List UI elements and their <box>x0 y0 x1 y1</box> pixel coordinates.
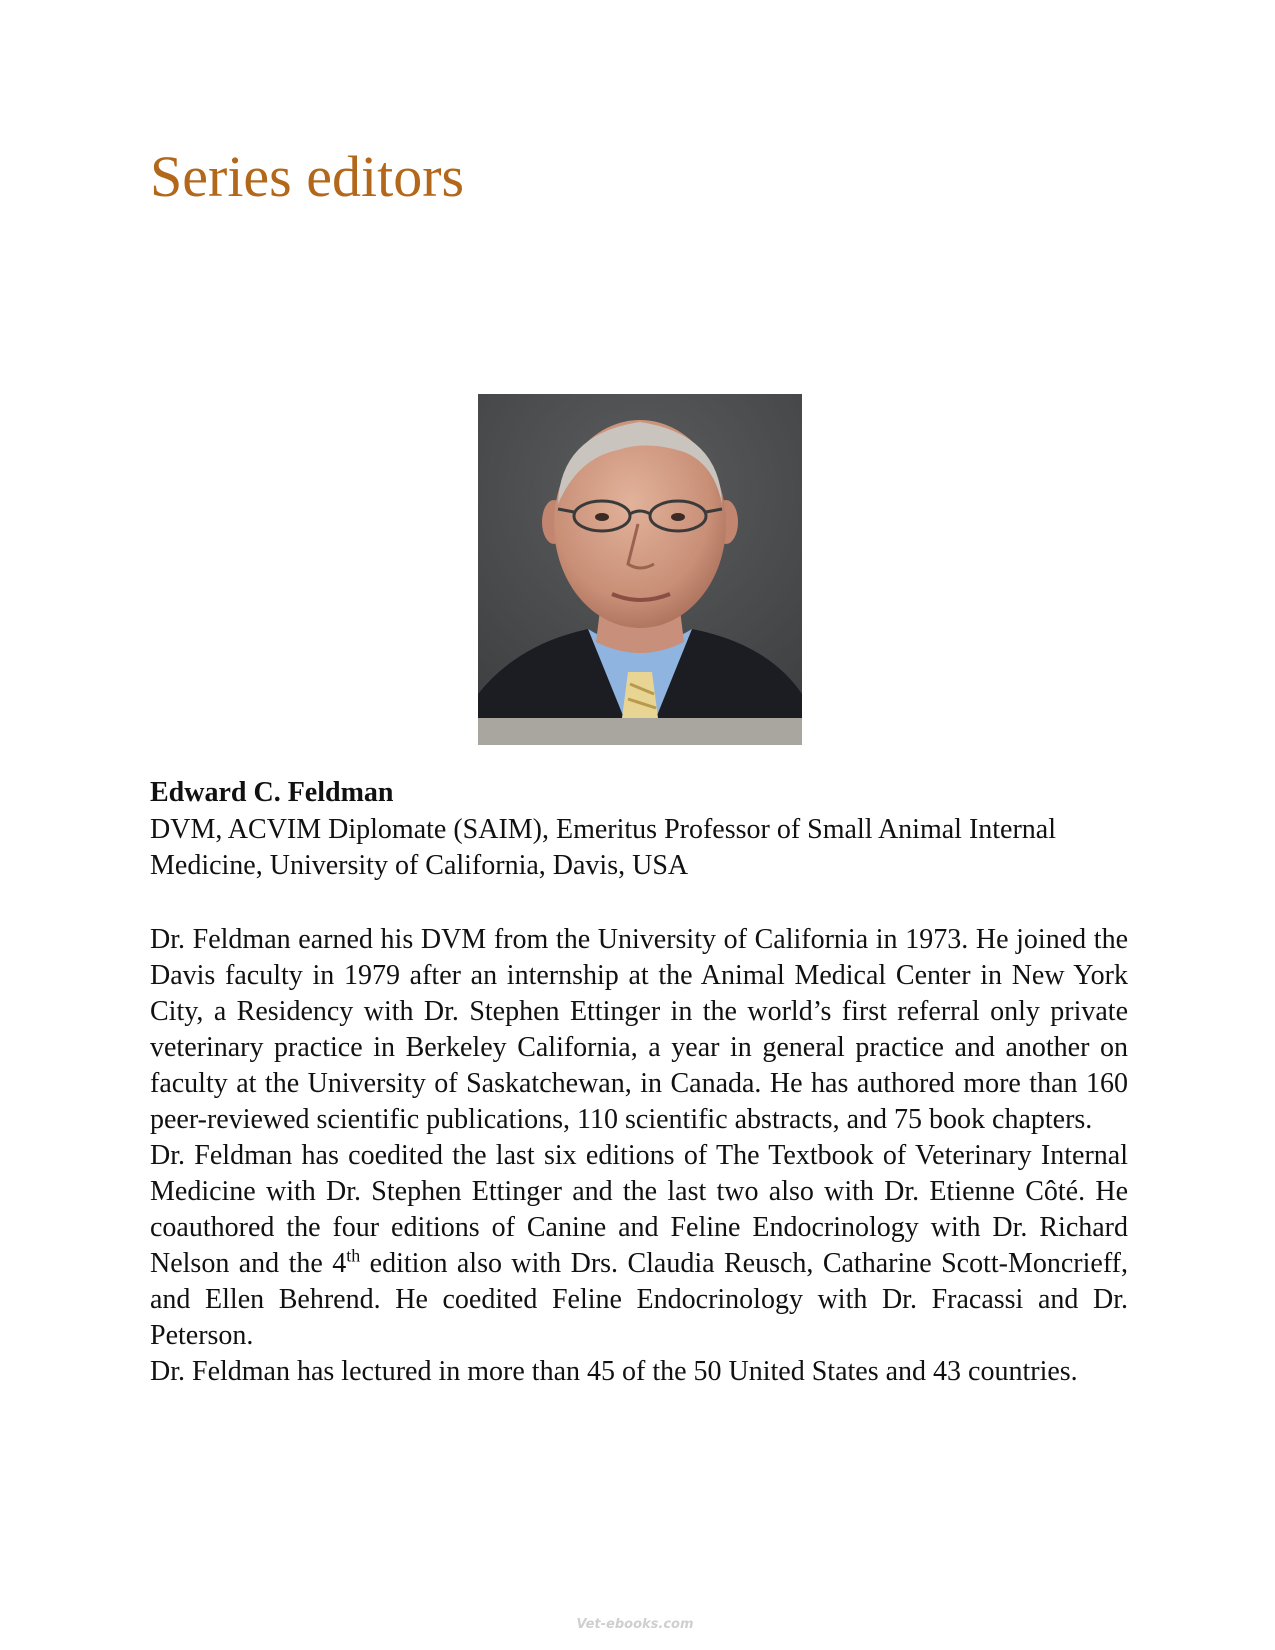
editor-portrait-photo <box>478 394 802 745</box>
biography-paragraph-publications <box>150 1138 1128 1354</box>
biography-text: edition also with Drs. Claudia Reusch, Catharine Scott-Moncrieff, and Ellen Behrend. He coedited Feline Endocrinology with Dr. Fracassi and Dr. Peterson. <box>150 1248 1128 1351</box>
watermark-logo <box>570 1612 700 1634</box>
watermark-text: Vet-ebooks.com <box>576 1617 694 1632</box>
biography-text: Dr. Feldman has coedited the last six editions of The Textbook of Veterinary Internal Medicine with Dr. Stephen Ettinger and the last two also with Dr. Etienne Côté. He coauthored the four editions of Canine and Feline Endocrinology with Dr. Richard Nelson and the 4 <box>150 1140 1128 1279</box>
editor-credentials: DVM, ACVIM Diplomate (SAIM), Emeritus Professor of Small Animal Internal Medicine, University of California, Davis, USA <box>150 814 1057 881</box>
editor-biography <box>150 922 1128 1390</box>
editor-name: Edward C. Feldman <box>150 777 394 808</box>
ordinal-superscript: th <box>346 1245 361 1266</box>
page-title: Series editors <box>150 144 465 209</box>
biography-paragraph-lectures: Dr. Feldman has lectured in more than 45 of the 50 United States and 43 countries. <box>150 1356 1078 1387</box>
biography-paragraph-education: Dr. Feldman earned his DVM from the University of California in 1973. He joined the Davis faculty in 1979 after an internship at the Animal Medical Center in New York City, a Residency with Dr. Stephen Ettinger in the world’s first referral only private veterinary practice in Berkeley California, a year in general practice and another on faculty at the University of Saskatchewan, in Canada. He has authored more than 160 peer-reviewed scientific publications, 110 scientific abstracts, and 75 book chapters. <box>150 924 1128 1135</box>
